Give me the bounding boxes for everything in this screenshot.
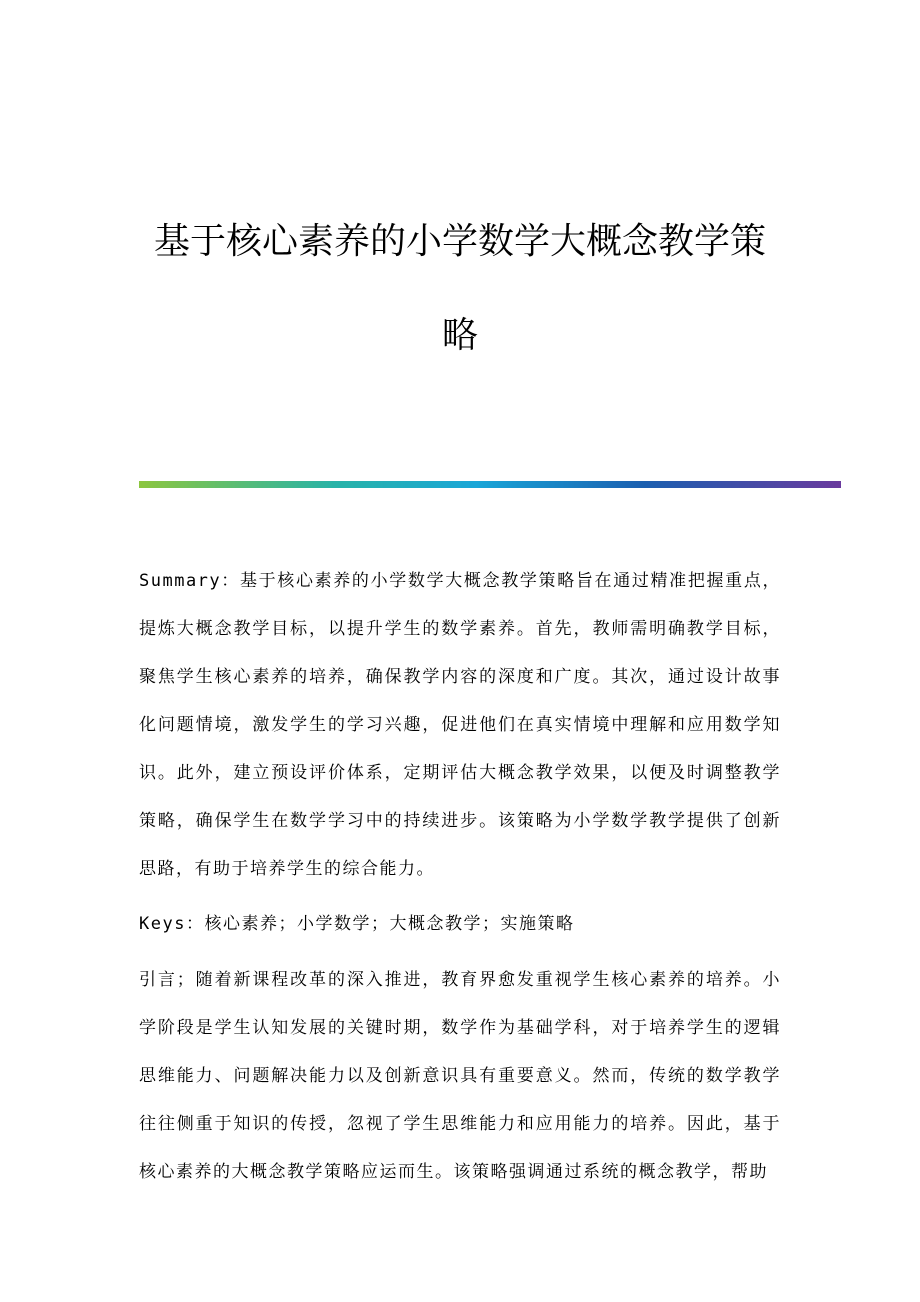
introduction-paragraph: 引言；随着新课程改革的深入推进，教育界愈发重视学生核心素养的培养。小学阶段是学生认知发展的关键时期，数学作为基础学科，对于培养学生的逻辑思维能力、问题解决能力以及创新意识具有重要意义。然而，传统的数学教学往往侧重于知识的传授，忽视了学生思维能力和应用能力的培养。因此，基于核心素养的大概念教学策略应运而生。该策略强调通过系统的概念教学，帮助 <box>139 970 781 1182</box>
gradient-divider <box>139 481 841 488</box>
summary-paragraph: Summary：基于核心素养的小学数学大概念教学策略旨在通过精准把握重点，提炼大概念教学目标，以提升学生的数学素养。首先，教师需明确教学目标，聚焦学生核心素养的培养，确保教学内容的深度和广度。其次，通过设计故事化问题情境，激发学生的学习兴趣，促进他们在真实情境中理解和应用数学知识。此外，建立预设评价体系，定期评估大概念教学效果，以便及时调整教学策略，确保学生在数学学习中的持续进步。该策略为小学数学教学提供了创新思路，有助于培养学生的综合能力。 <box>139 571 781 879</box>
document-title-line-1: 基于核心素养的小学数学大概念教学策 <box>153 221 766 262</box>
document-title-line-2: 略 <box>441 315 478 356</box>
keywords-paragraph: Keys：核心素养；小学数学；大概念教学；实施策略 <box>139 914 575 934</box>
